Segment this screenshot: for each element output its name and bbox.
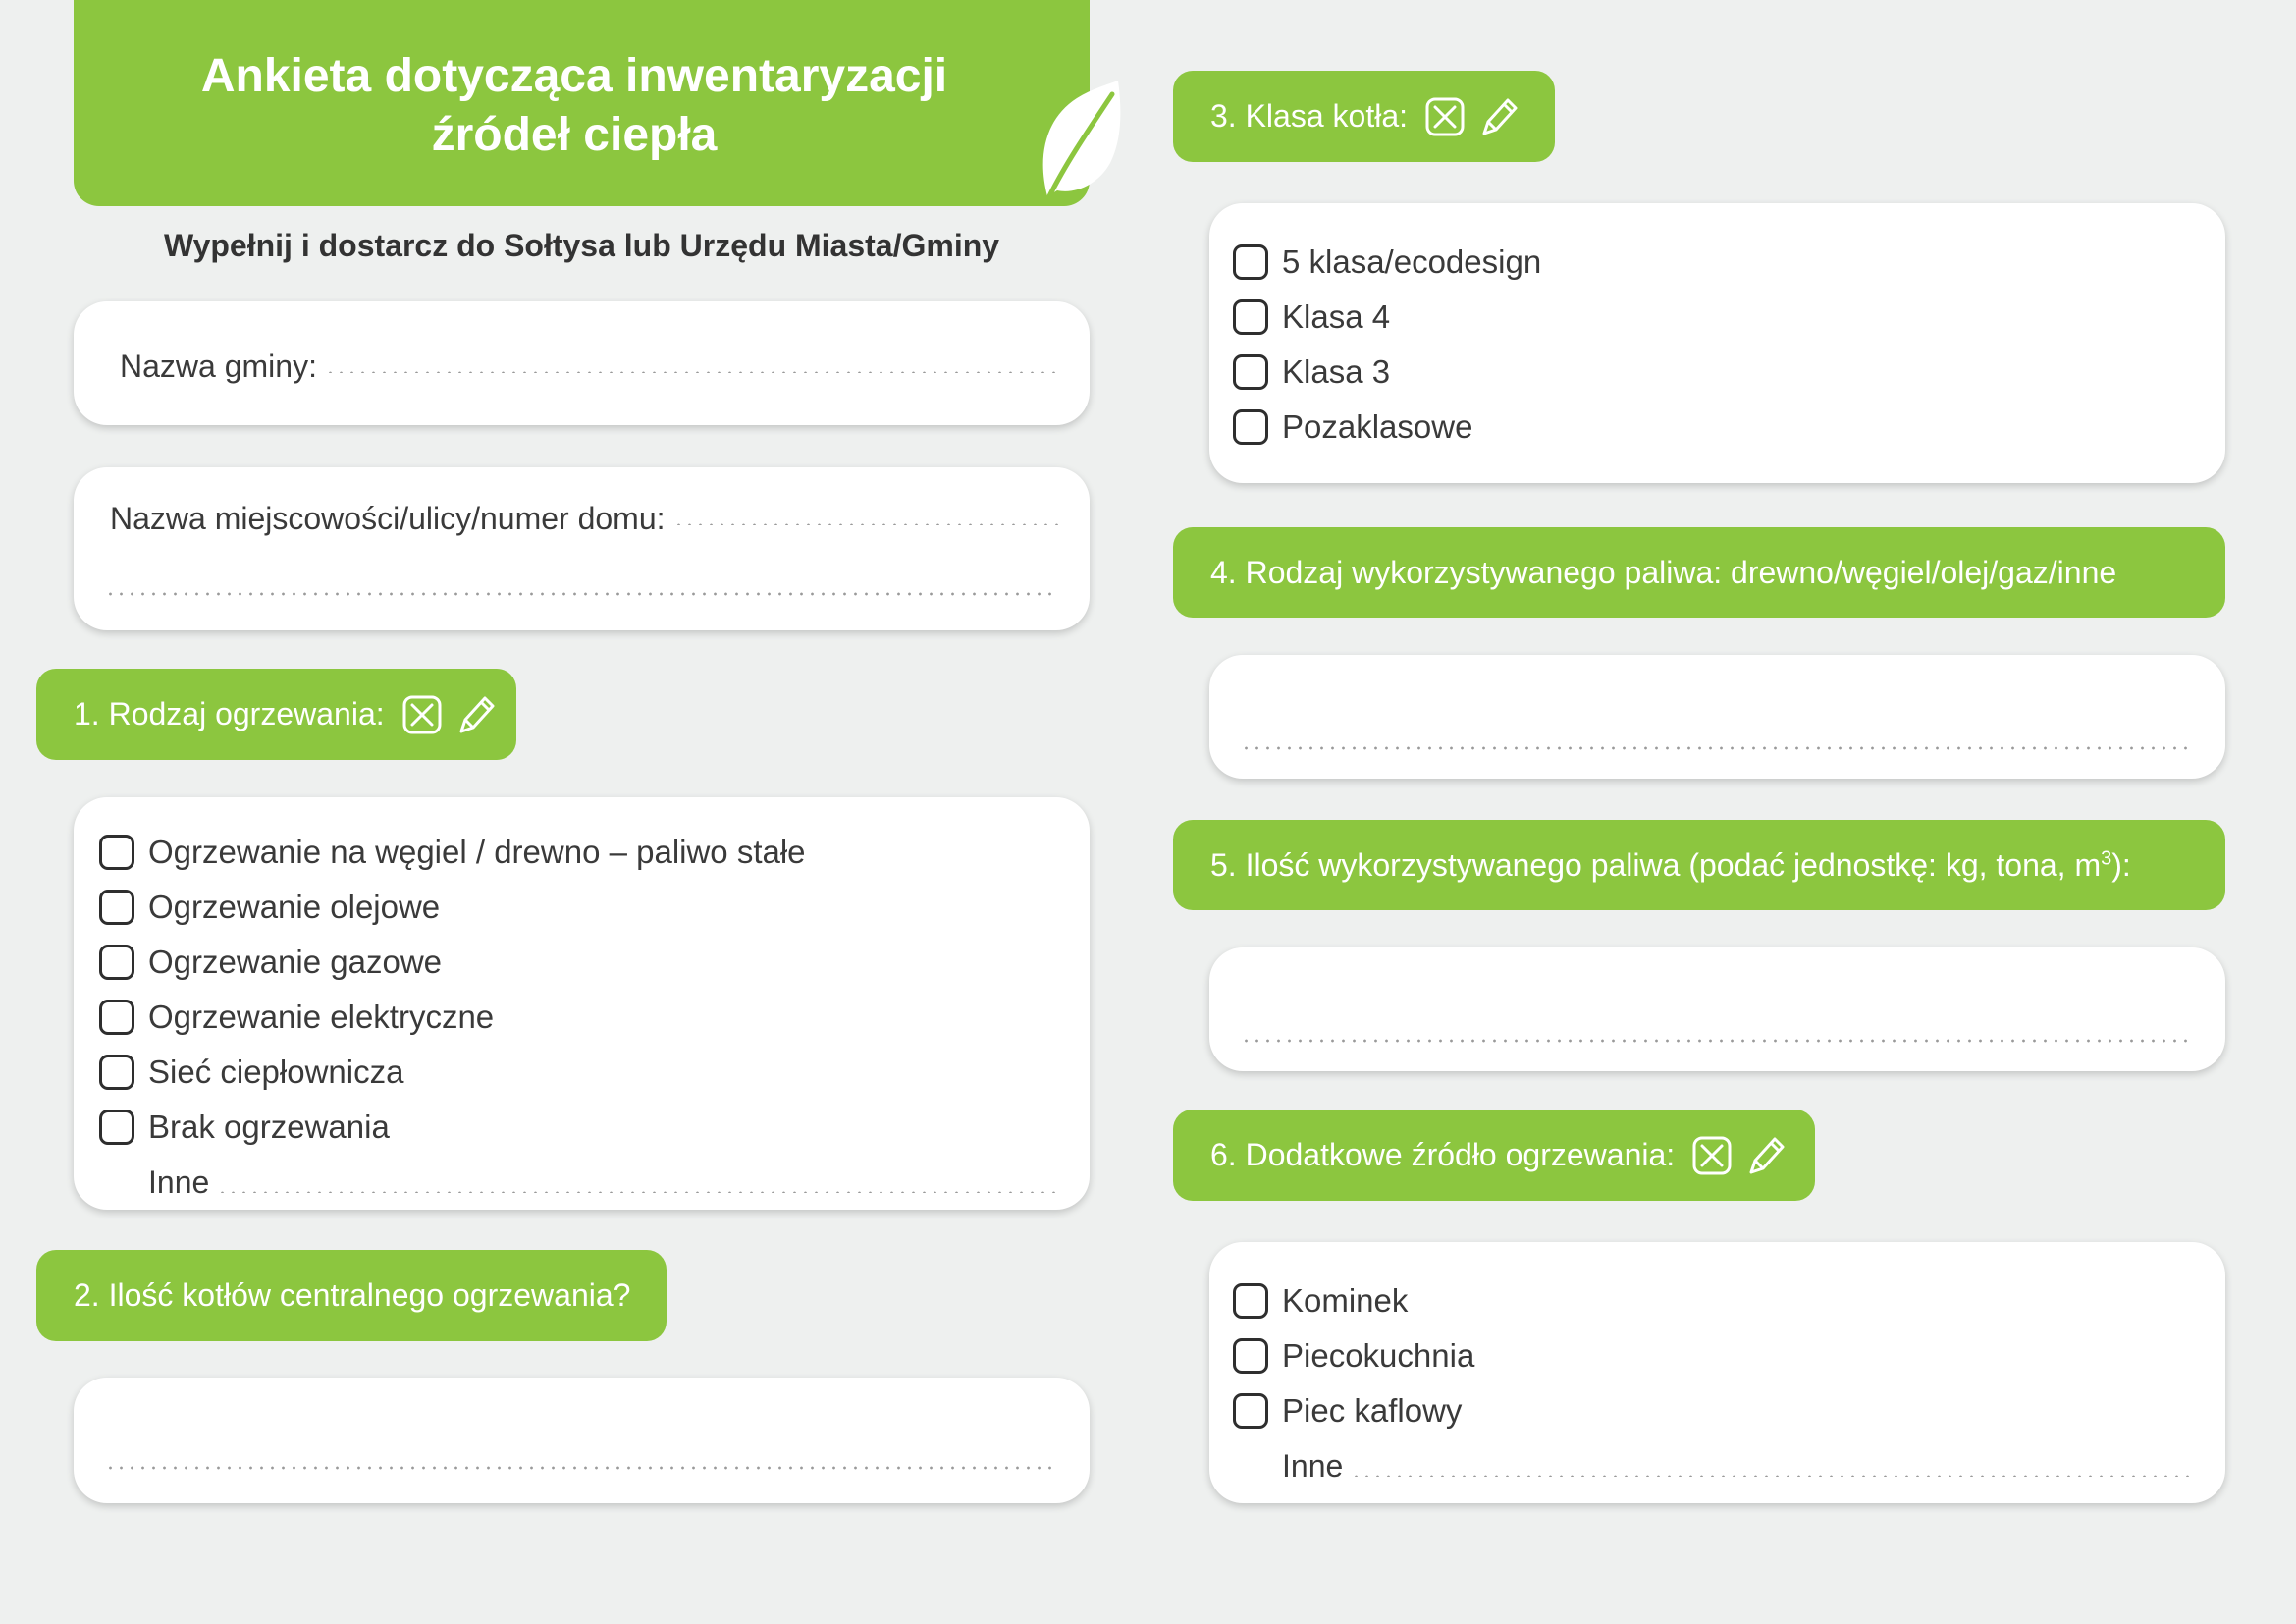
other-field[interactable] (1233, 1438, 2194, 1493)
section1-label (36, 669, 516, 760)
option-label: Ogrzewanie gazowe (148, 944, 442, 980)
option-row[interactable] (1233, 290, 2194, 345)
option-row[interactable] (1233, 235, 2194, 290)
checkbox-x-icon (1692, 1136, 1732, 1175)
option-row[interactable] (99, 1045, 1058, 1100)
option-label: Ogrzewanie elektryczne (148, 999, 495, 1035)
pencil-icon (457, 694, 495, 735)
checkbox-x-icon (402, 695, 442, 734)
gmina-label: Nazwa gminy: (120, 349, 317, 384)
option-row[interactable] (1233, 1383, 2194, 1438)
checkbox[interactable] (1233, 354, 1268, 390)
pencil-icon (1480, 96, 1518, 137)
subtitle: Wypełnij i dostarcz do Sołtysa lub Urzędu Miasta/Gminy (163, 228, 1000, 263)
address-card (74, 467, 1090, 630)
checkbox[interactable] (99, 890, 134, 925)
section2-label (36, 1250, 667, 1341)
option-row[interactable] (99, 935, 1058, 990)
section3-card (1209, 203, 2225, 483)
checkbox[interactable] (1233, 1338, 1268, 1374)
section2-label-text: 2. Ilość kotłów centralnego ogrzewania? (74, 1277, 631, 1313)
section5-dotted-line[interactable] (1241, 1039, 2194, 1043)
other-label: Inne (1282, 1447, 1344, 1484)
other-field[interactable] (99, 1155, 1058, 1210)
section1-card (74, 797, 1090, 1210)
option-label: Ogrzewanie olejowe (148, 889, 441, 925)
section2-dotted-line[interactable] (105, 1466, 1058, 1470)
option-row[interactable] (1233, 400, 2194, 455)
option-row[interactable] (1233, 1273, 2194, 1328)
address-field[interactable] (110, 501, 1058, 537)
section6-card (1209, 1242, 2225, 1503)
address-label: Nazwa miejscowości/ulicy/numer domu: (110, 501, 666, 536)
section5-label-text: 5. Ilość wykorzystywanego paliwa (podać jednostkę: kg, tona, $m^3$): (1210, 846, 2131, 883)
checkbox[interactable] (1233, 299, 1268, 335)
section2-card (74, 1378, 1090, 1503)
option-label: Klasa 3 (1282, 353, 1391, 390)
section6-label-text: 6. Dodatkowe źródło ogrzewania: (1210, 1137, 1676, 1172)
option-row[interactable] (99, 880, 1058, 935)
option-label: Brak ogrzewania (148, 1109, 390, 1145)
address-dotted-line (673, 523, 1058, 525)
checkbox[interactable] (99, 1000, 134, 1035)
section5-label (1173, 820, 2225, 910)
section5-card (1209, 947, 2225, 1071)
pencil-icon (1747, 1135, 1785, 1176)
option-row[interactable] (1233, 1328, 2194, 1383)
other-dotted-line (1351, 1475, 2194, 1477)
section6-label (1173, 1110, 1815, 1201)
option-row[interactable] (99, 825, 1058, 880)
section3-label (1173, 71, 1555, 162)
option-label: Piec kaflowy (1282, 1392, 1463, 1429)
gmina-card (74, 301, 1090, 425)
checkbox[interactable] (1233, 1393, 1268, 1429)
checkbox[interactable] (99, 1055, 134, 1090)
checkbox[interactable] (99, 835, 134, 870)
option-row[interactable] (1233, 345, 2194, 400)
page-title: Ankieta dotycząca inwentaryzacji źródeł ciepła (200, 50, 948, 161)
option-label: Kominek (1282, 1282, 1409, 1319)
section4-label (1173, 527, 2225, 618)
gmina-field[interactable] (120, 349, 1058, 385)
checkbox[interactable] (1233, 409, 1268, 445)
option-row[interactable] (99, 1100, 1058, 1155)
checkbox[interactable] (1233, 1283, 1268, 1319)
section4-dotted-line[interactable] (1241, 746, 2194, 750)
other-label: Inne (148, 1164, 210, 1200)
section3-label-text: 3. Klasa kotła: (1210, 98, 1408, 134)
option-label: Sieć ciepłownicza (148, 1054, 404, 1090)
checkbox-x-icon (1425, 97, 1465, 136)
option-label: Piecokuchnia (1282, 1337, 1475, 1374)
checkbox[interactable] (99, 1110, 134, 1145)
option-row[interactable] (99, 990, 1058, 1045)
section4-label-text: 4. Rodzaj wykorzystywanego paliwa: drewno/węgiel/olej/gaz/inne (1210, 554, 2117, 590)
gmina-dotted-line (325, 371, 1058, 373)
option-label: 5 klasa/ecodesign (1282, 244, 1542, 280)
checkbox[interactable] (99, 945, 134, 980)
section4-card (1209, 655, 2225, 779)
checkbox[interactable] (1233, 244, 1268, 280)
leaf-icon (1036, 81, 1124, 203)
option-label: Ogrzewanie na węgiel / drewno – paliwo stałe (148, 834, 806, 870)
section1-label-text: 1. Rodzaj ogrzewania: (74, 696, 385, 731)
other-dotted-line (217, 1191, 1058, 1193)
option-label: Klasa 4 (1282, 298, 1391, 335)
option-label: Pozaklasowe (1282, 408, 1473, 445)
address-dotted-line-2[interactable] (105, 592, 1058, 596)
